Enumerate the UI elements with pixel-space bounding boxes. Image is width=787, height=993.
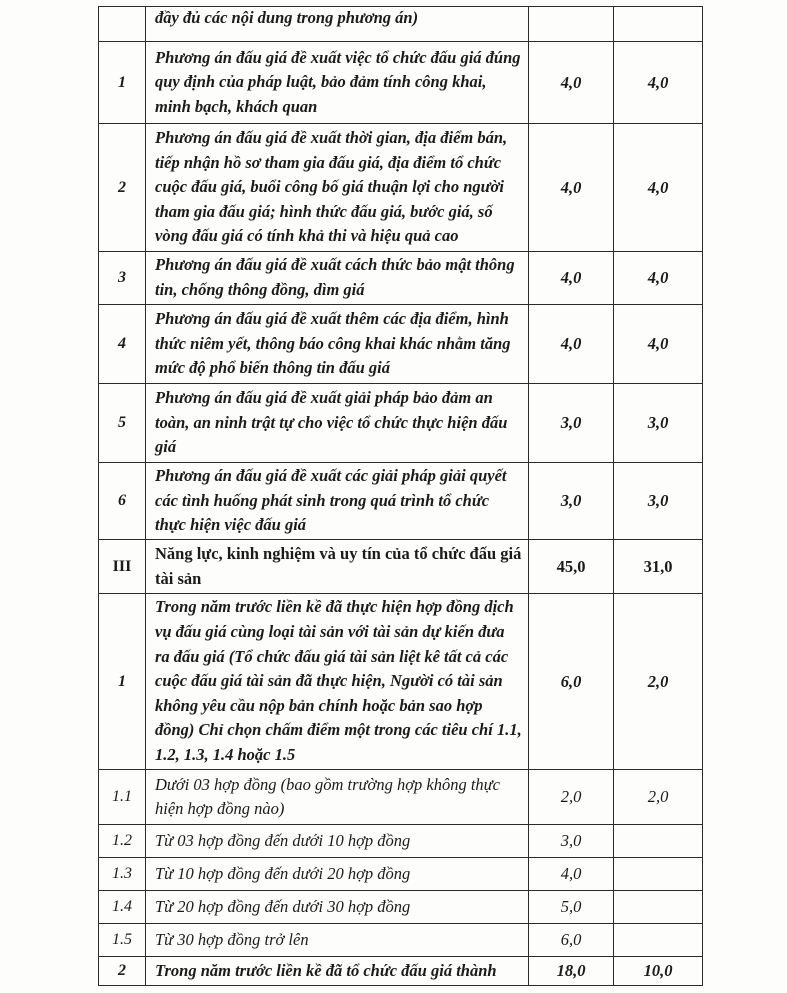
criterion-text: đầy đủ các nội dung trong phương án) [146, 7, 529, 42]
awarded-score: 3,0 [614, 463, 703, 540]
row-number: 1.5 [99, 924, 146, 957]
row-number: 1.2 [99, 825, 146, 858]
criterion-text: Phương án đấu giá đề xuất thêm các địa điểm, hình thức niêm yết, thông báo công khai khác nhằm tăng mức độ phổ biến thông tin đấu giá [146, 305, 529, 384]
criterion-text: Phương án đấu giá đề xuất thời gian, địa điểm bán, tiếp nhận hồ sơ tham gia đấu giá, địa điểm tổ chức cuộc đấu giá, buổi công bố giá thuận lợi cho người tham gia đấu giá; hình thức đấu giá, bước giá, số vòng đấu giá có tính khả thi và hiệu quả cao [146, 124, 529, 252]
section-title: Năng lực, kinh nghiệm và uy tín của tổ chức đấu giá tài sản [146, 540, 529, 594]
awarded-score: 31,0 [614, 540, 703, 594]
max-score: 5,0 [529, 891, 614, 924]
awarded-score [614, 891, 703, 924]
awarded-score [614, 825, 703, 858]
row-number: 1.1 [99, 770, 146, 825]
criterion-text: Dưới 03 hợp đồng (bao gồm trường hợp không thực hiện hợp đồng nào) [146, 770, 529, 825]
row-number: 1 [99, 594, 146, 770]
awarded-score: 4,0 [614, 305, 703, 384]
table-row [99, 124, 703, 252]
table-row [99, 384, 703, 463]
table-row [99, 858, 703, 891]
table-row [99, 957, 703, 986]
awarded-score [614, 858, 703, 891]
table-row [99, 252, 703, 305]
awarded-score: 4,0 [614, 42, 703, 124]
awarded-score: 2,0 [614, 770, 703, 825]
table-row [99, 463, 703, 540]
awarded-score: 2,0 [614, 594, 703, 770]
max-score: 2,0 [529, 770, 614, 825]
criterion-text: Trong năm trước liền kề đã thực hiện hợp đồng dịch vụ đấu giá cùng loại tài sản với tài sản dự kiến đưa ra đấu giá (Tổ chức đấu giá tài sản liệt kê tất cả các cuộc đấu giá tài sản đã thực hiện, Người có tài sản không yêu cầu nộp bản chính hoặc bản sao hợp đồng) Chỉ chọn chấm điểm một trong các tiêu chí 1.1, 1.2, 1.3, 1.4 hoặc 1.5 [146, 594, 529, 770]
criterion-text: Phương án đấu giá đề xuất việc tổ chức đấu giá đúng quy định của pháp luật, bảo đảm tính công khai, minh bạch, khách quan [146, 42, 529, 124]
max-score: 3,0 [529, 384, 614, 463]
row-number: 2 [99, 124, 146, 252]
row-number: 3 [99, 252, 146, 305]
max-score: 4,0 [529, 124, 614, 252]
awarded-score: 4,0 [614, 124, 703, 252]
table-row [99, 7, 703, 42]
row-number: 5 [99, 384, 146, 463]
table-row [99, 594, 703, 770]
max-score: 45,0 [529, 540, 614, 594]
row-number: 4 [99, 305, 146, 384]
max-score: 4,0 [529, 42, 614, 124]
max-score: 18,0 [529, 957, 614, 986]
max-score [529, 7, 614, 42]
awarded-score [614, 924, 703, 957]
criterion-text: Trong năm trước liền kề đã tổ chức đấu giá thành [146, 957, 529, 986]
max-score: 4,0 [529, 252, 614, 305]
max-score: 4,0 [529, 858, 614, 891]
table-row [99, 305, 703, 384]
awarded-score: 4,0 [614, 252, 703, 305]
table-row [99, 924, 703, 957]
row-number: 6 [99, 463, 146, 540]
criteria-table [98, 6, 703, 986]
awarded-score [614, 7, 703, 42]
awarded-score: 10,0 [614, 957, 703, 986]
max-score: 6,0 [529, 594, 614, 770]
table-row [99, 891, 703, 924]
criterion-text: Phương án đấu giá đề xuất các giải pháp giải quyết các tình huống phát sinh trong quá trình tổ chức thực hiện việc đấu giá [146, 463, 529, 540]
table-row [99, 770, 703, 825]
table-row [99, 42, 703, 124]
criterion-text: Phương án đấu giá đề xuất cách thức bảo mật thông tin, chống thông đồng, dìm giá [146, 252, 529, 305]
table-row [99, 825, 703, 858]
row-number: 1.3 [99, 858, 146, 891]
max-score: 4,0 [529, 305, 614, 384]
max-score: 6,0 [529, 924, 614, 957]
row-number: 1 [99, 42, 146, 124]
max-score: 3,0 [529, 463, 614, 540]
row-number [99, 7, 146, 42]
max-score: 3,0 [529, 825, 614, 858]
criterion-text: Từ 03 hợp đồng đến dưới 10 hợp đồng [146, 825, 529, 858]
criterion-text: Từ 20 hợp đồng đến dưới 30 hợp đồng [146, 891, 529, 924]
awarded-score: 3,0 [614, 384, 703, 463]
criterion-text: Phương án đấu giá đề xuất giải pháp bảo đảm an toàn, an ninh trật tự cho việc tổ chức thực hiện đấu giá [146, 384, 529, 463]
row-number: 1.4 [99, 891, 146, 924]
section-number: III [99, 540, 146, 594]
criterion-text: Từ 10 hợp đồng đến dưới 20 hợp đồng [146, 858, 529, 891]
table-row [99, 540, 703, 594]
row-number: 2 [99, 957, 146, 986]
criterion-text: Từ 30 hợp đồng trở lên [146, 924, 529, 957]
